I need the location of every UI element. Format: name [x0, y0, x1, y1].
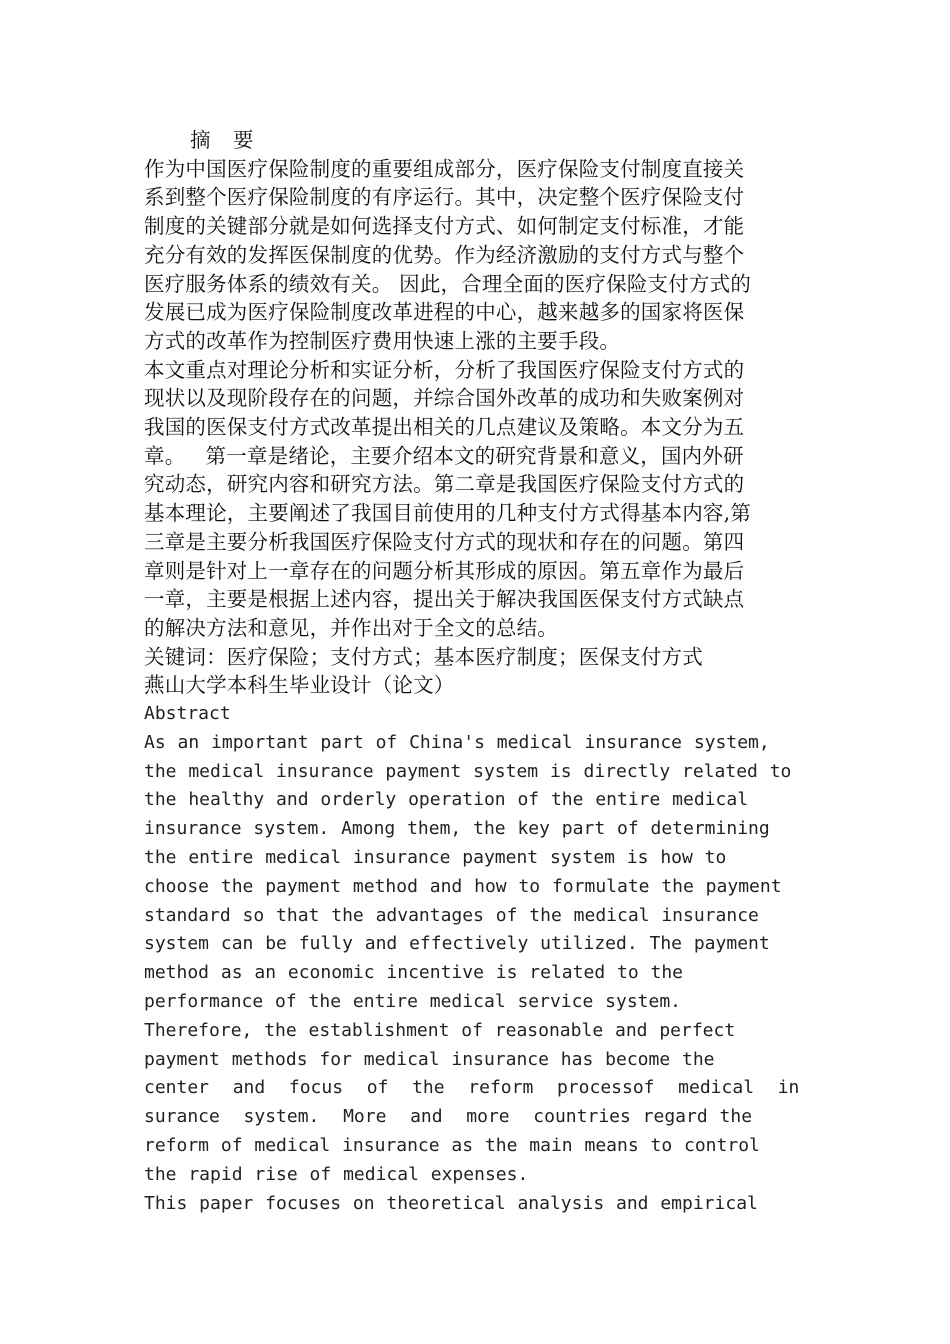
document-page [144, 126, 806, 1218]
text-line: 制度的关键部分就是如何选择支付方式、如何制定支付标准，才能 [144, 214, 745, 239]
text-line: 的解决方法和意见，并作出对于全文的总结。 [144, 615, 558, 640]
text-line: 方式的改革作为控制医疗费用快速上涨的主要手段。 [144, 328, 621, 353]
text-line: payment methods for medical insurance has become the [144, 1048, 715, 1070]
text-line: 本文重点对理论分析和实证分析，分析了我国医疗保险支付方式的 [144, 357, 745, 382]
text-line: Therefore, the establishment of reasonable and perfect [144, 1019, 736, 1041]
text-line: choose the payment method and how to formulate the payment [144, 875, 782, 897]
text-line: 章。 第一章是绪论，主要介绍本文的研究背景和意义，国内外研 [144, 443, 744, 468]
text-line: system can be fully and effectively utilized. The payment [144, 933, 770, 955]
text-line: center and focus of the reform processof medical in [144, 1077, 800, 1099]
text-line: surance system. More and more countries regard the [144, 1106, 753, 1128]
text-line: 一章，主要是根据上述内容，提出关于解决我国医保支付方式缺点 [144, 587, 745, 612]
zh-paragraph-1 [144, 155, 806, 356]
text-line: 我国的医保支付方式改革提出相关的几点建议及策略。本文分为五 [144, 415, 745, 440]
text-line: the entire medical insurance payment system is how to [144, 847, 727, 869]
school-header-line: 燕山大学本科生毕业设计（论文） [144, 673, 455, 698]
text-line: 系到整个医疗保险制度的有序运行。其中，决定整个医疗保险支付 [144, 185, 745, 210]
text-line: 章则是针对上一章存在的问题分析其形成的原因。第五章作为最后 [144, 558, 745, 583]
text-line: 发展已成为医疗保险制度改革进程的中心，越来越多的国家将医保 [144, 300, 745, 325]
text-line: reform of medical insurance as the main means to control [144, 1135, 760, 1157]
text-line: 基本理论，主要阐述了我国目前使用的几种支付方式得基本内容,第 [144, 501, 752, 526]
text-line: As an important part of China's medical insurance system, [144, 731, 770, 753]
text-line: 作为中国医疗保险制度的重要组成部分，医疗保险支付制度直接关 [144, 156, 745, 181]
keywords-line: 关键词：医疗保险；支付方式；基本医疗制度；医保支付方式 [144, 644, 703, 669]
text-line: method as an economic incentive is related to the [144, 962, 684, 984]
zh-abstract-title: 摘 要 [190, 128, 262, 152]
text-line: the medical insurance payment system is directly related to [144, 760, 792, 782]
text-line: 充分有效的发挥医保制度的优势。作为经济激励的支付方式与整个 [144, 242, 745, 267]
text-line: 究动态，研究内容和研究方法。第二章是我国医疗保险支付方式的 [144, 472, 745, 497]
text-line: performance of the entire medical service system. [144, 991, 682, 1013]
en-paragraph-1 [144, 729, 806, 1190]
en-paragraph-2-start: This paper focuses on theoretical analysis and empirical [144, 1192, 758, 1214]
zh-paragraph-2 [144, 356, 806, 643]
text-line: the healthy and orderly operation of the entire medical [144, 789, 749, 811]
text-line: the rapid rise of medical expenses. [144, 1163, 529, 1185]
text-line: standard so that the advantages of the medical insurance [144, 904, 759, 926]
text-line: 现状以及现阶段存在的问题，并综合国外改革的成功和失败案例对 [144, 386, 745, 411]
text-line: 医疗服务体系的绩效有关。 因此，合理全面的医疗保险支付方式的 [144, 271, 752, 296]
text-line: insurance system. Among them, the key part of determining [144, 818, 770, 840]
en-abstract-title: Abstract [144, 703, 231, 725]
text-line: 三章是主要分析我国医疗保险支付方式的现状和存在的问题。第四 [144, 529, 745, 554]
